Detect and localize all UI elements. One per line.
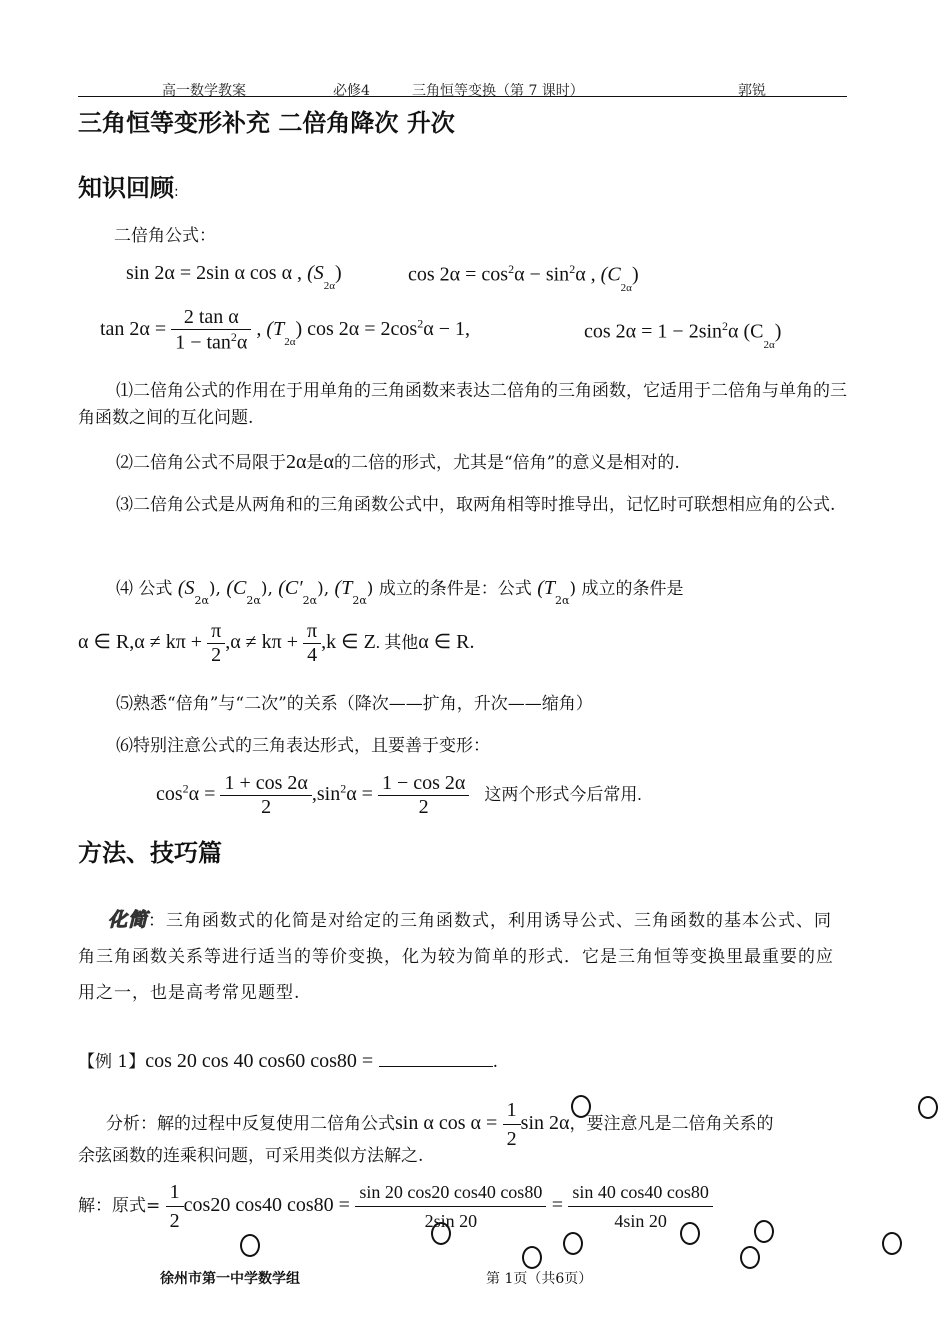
heading-colon: : [174, 184, 179, 200]
circle-mark [882, 1232, 902, 1255]
cond-e: α ∈ R. [418, 631, 475, 654]
header-rule [78, 96, 847, 97]
sub: 2α [555, 594, 570, 607]
note-5: ⑸熟悉“倍角”与“二次”的关系（降次——扩角，升次——缩角） [116, 694, 593, 714]
formula-sin2a-text: sin 2α = 2sin α cos α , [126, 262, 303, 284]
frac-num: sin 40 cos40 cos80 [568, 1178, 713, 1207]
stamp-simplify: 化简 [108, 909, 149, 931]
label-S2a: (S [307, 262, 324, 284]
note-4-condition [78, 620, 475, 667]
label-T2a: , (T [256, 317, 285, 340]
header-topic: 三角恒等变换（第 7 课时） [412, 83, 584, 99]
label-C2a: (C [600, 263, 621, 286]
cond-c: ,k ∈ Z [321, 631, 376, 654]
solution-b: cos20 cos40 cos80 = [183, 1194, 350, 1216]
formula-label-T: (T [334, 577, 353, 599]
frac-den: 2 [261, 796, 272, 818]
solution-a: 解：原式= [78, 1196, 161, 1216]
circle-mark [240, 1234, 260, 1257]
formula-label-T: (T [537, 577, 556, 599]
page-title: 三角恒等变形补充 二倍角降次 升次 [78, 109, 455, 137]
frac-den: 2 [169, 1210, 180, 1232]
section-heading-methods: 方法、技巧篇 [78, 839, 222, 867]
frac-num: 1 − cos 2α [378, 772, 469, 796]
note-2-math1: 2α [286, 451, 307, 473]
analysis-a: 分析：解的过程中反复使用二倍角公式 [106, 1114, 395, 1134]
frac-den: 4 [307, 644, 318, 666]
label-C2a-sub: 2α [620, 281, 632, 294]
sup: 2 [230, 330, 237, 344]
sup: 2 [569, 262, 576, 276]
pr-cos: cos [156, 783, 183, 806]
frac-den: 2 [211, 644, 222, 666]
sub: 2α [246, 594, 261, 607]
label-S2a-sub: 2α [323, 280, 335, 292]
solution-line [78, 1178, 713, 1235]
note-6: ⑹特别注意公式的三角表达形式，且要善于变形： [116, 736, 490, 756]
analysis-math2: sin 2α [520, 1112, 570, 1134]
footer-group: 徐州市第一中学数学组 [160, 1271, 300, 1287]
sup: 2 [182, 781, 189, 796]
circle-mark [918, 1096, 938, 1119]
circle-mark [431, 1222, 451, 1245]
frac-num: 1 + cos 2α [220, 772, 311, 796]
note-2-c: 的二倍的形式，尤其是“倍角”的意义是相对的. [333, 453, 680, 473]
formula-sin2a [126, 262, 342, 292]
close: ) [366, 579, 374, 599]
analysis-b: ，要注意凡是二倍角关系的 [569, 1114, 774, 1134]
fraction-sin-sq [378, 772, 469, 819]
den-text: 1 − tan [175, 331, 231, 354]
header-author: 郭锐 [738, 83, 766, 99]
close: ), [208, 579, 221, 599]
frac-num: π [207, 620, 225, 644]
pr-mid: ,sin [311, 783, 341, 806]
frac-num: 1 [166, 1178, 184, 1207]
header-course: 高一数学教案 [162, 83, 246, 99]
close: ), [317, 579, 330, 599]
label-close: ) [774, 320, 782, 343]
formula-label-C: (C [226, 577, 247, 599]
fraction-denominator [171, 330, 251, 355]
circle-mark [680, 1222, 700, 1245]
frac-den: 4sin 20 [614, 1211, 667, 1231]
close: ), [260, 579, 273, 599]
label-C2a-sub: 2α [763, 338, 775, 351]
cond-b: ,α ≠ kπ + [225, 631, 299, 654]
circle-mark [754, 1220, 774, 1243]
circle-mark [571, 1095, 591, 1118]
note-2-b: 是 [306, 453, 324, 473]
circle-mark [740, 1246, 760, 1269]
formula-intro: 二倍角公式： [114, 226, 216, 246]
frac-num: 1 [503, 1096, 521, 1125]
sup: 2 [508, 262, 515, 276]
cond-a: α ∈ R,α ≠ kπ + [78, 631, 203, 654]
sub: 2α [302, 594, 318, 607]
sup: 2 [340, 781, 347, 796]
frac-num: π [303, 620, 321, 644]
fraction-half-2 [166, 1178, 184, 1235]
simplify-paragraph [78, 902, 848, 1011]
note-4-b: 成立的条件是：公式 [378, 579, 532, 599]
fraction-numerator: 2 tan α [171, 306, 251, 330]
den-text-b: α [236, 331, 248, 354]
formula-label-S: (S [177, 577, 195, 599]
fraction-half [503, 1096, 521, 1153]
sub: 2α [352, 594, 367, 607]
formula-label-Cprime: (C′ [278, 577, 303, 599]
frac-den: 2 [506, 1128, 517, 1150]
example-label: 【例 1】 [78, 1052, 146, 1072]
formula-cos2a-a: cos 2α = cos [408, 263, 509, 286]
label-T2a-sub: 2α [284, 335, 296, 348]
close: ) [569, 579, 577, 599]
answer-blank[interactable] [379, 1066, 493, 1067]
cond-d: . 其他 [375, 633, 419, 653]
formula-power-reduction [156, 772, 642, 819]
solution-eq: = [551, 1194, 564, 1216]
note-4 [116, 574, 684, 605]
formula-tan2a-lhs: tan 2α = [100, 317, 167, 340]
fraction-step-1 [355, 1178, 546, 1235]
note-1: ⑴二倍角公式的作用在于用单角的三角函数来表达二倍角的三角函数，它适用于二倍角与单角的三角函数之间的互化问题. [78, 381, 847, 428]
label-close: ) [335, 262, 342, 284]
formula-cos2a-b: α − sin [514, 263, 570, 286]
pr-tail: 这两个形式今后常用. [484, 785, 642, 805]
example-expression: cos 20 cos 40 cos60 cos80 = [145, 1050, 374, 1072]
circle-mark [522, 1246, 542, 1269]
example-end: . [492, 1052, 498, 1072]
section-heading-review [78, 168, 179, 203]
note-3: ⑶二倍角公式是从两角和的三角函数公式中，取两角相等时推导出，记忆时可联想相应角的公式. [116, 495, 836, 515]
pr-a: α = [188, 783, 216, 806]
formula-cos2a-v2: ) cos 2α = 2cos [295, 317, 418, 340]
fraction-pi-4 [303, 620, 321, 667]
formula-cos2a-c: α , [575, 263, 596, 286]
pr-a: α = [346, 783, 373, 806]
note-2-math2: α [323, 451, 334, 473]
sub: 2α [194, 594, 209, 607]
note-4-a: ⑷ 公式 [116, 579, 173, 599]
frac-num: sin 20 cos20 cos40 cos80 [355, 1178, 546, 1207]
label-close: ) [631, 263, 639, 286]
note-2 [116, 448, 680, 477]
fraction-pi-2 [207, 620, 225, 667]
example-1 [78, 1047, 498, 1076]
frac-den: 2sin 20 [424, 1211, 478, 1231]
sup: 2 [722, 319, 729, 333]
circle-mark [563, 1232, 583, 1255]
simplify-text: ：三角函数式的化简是对给定的三角函数式，利用诱导公式、三角函数的基本公式、同角三角函数关系等进行适当的等价变换，化为较为简单的形式．它是三角恒等变换里最重要的应用之一，也是高考常见题型. [78, 911, 834, 1003]
header-module: 必修4 [333, 83, 370, 99]
sup: 2 [417, 316, 424, 331]
footer-page: 第 1页（共6页） [486, 1271, 593, 1287]
formula-cos2a-v2-b: α − 1, [423, 317, 470, 340]
fraction-tan2a [171, 306, 251, 355]
formula-tan2a [100, 306, 470, 355]
formula-cos2a-v3-b: α (C [728, 320, 764, 343]
formula-cos2a-v3-text: cos 2α = 1 − 2sin [584, 320, 723, 343]
section-heading-text: 知识回顾 [78, 174, 174, 202]
fraction-cos-sq [220, 772, 311, 819]
frac-den: 2 [418, 796, 429, 818]
note-2-a: ⑵二倍角公式不局限于 [116, 453, 286, 473]
analysis-math: sin α cos α = [395, 1112, 498, 1134]
note-4-c: 成立的条件是 [581, 579, 684, 599]
analysis-line-2: 余弦函数的连乘积问题，可采用类似方法解之. [78, 1146, 424, 1166]
